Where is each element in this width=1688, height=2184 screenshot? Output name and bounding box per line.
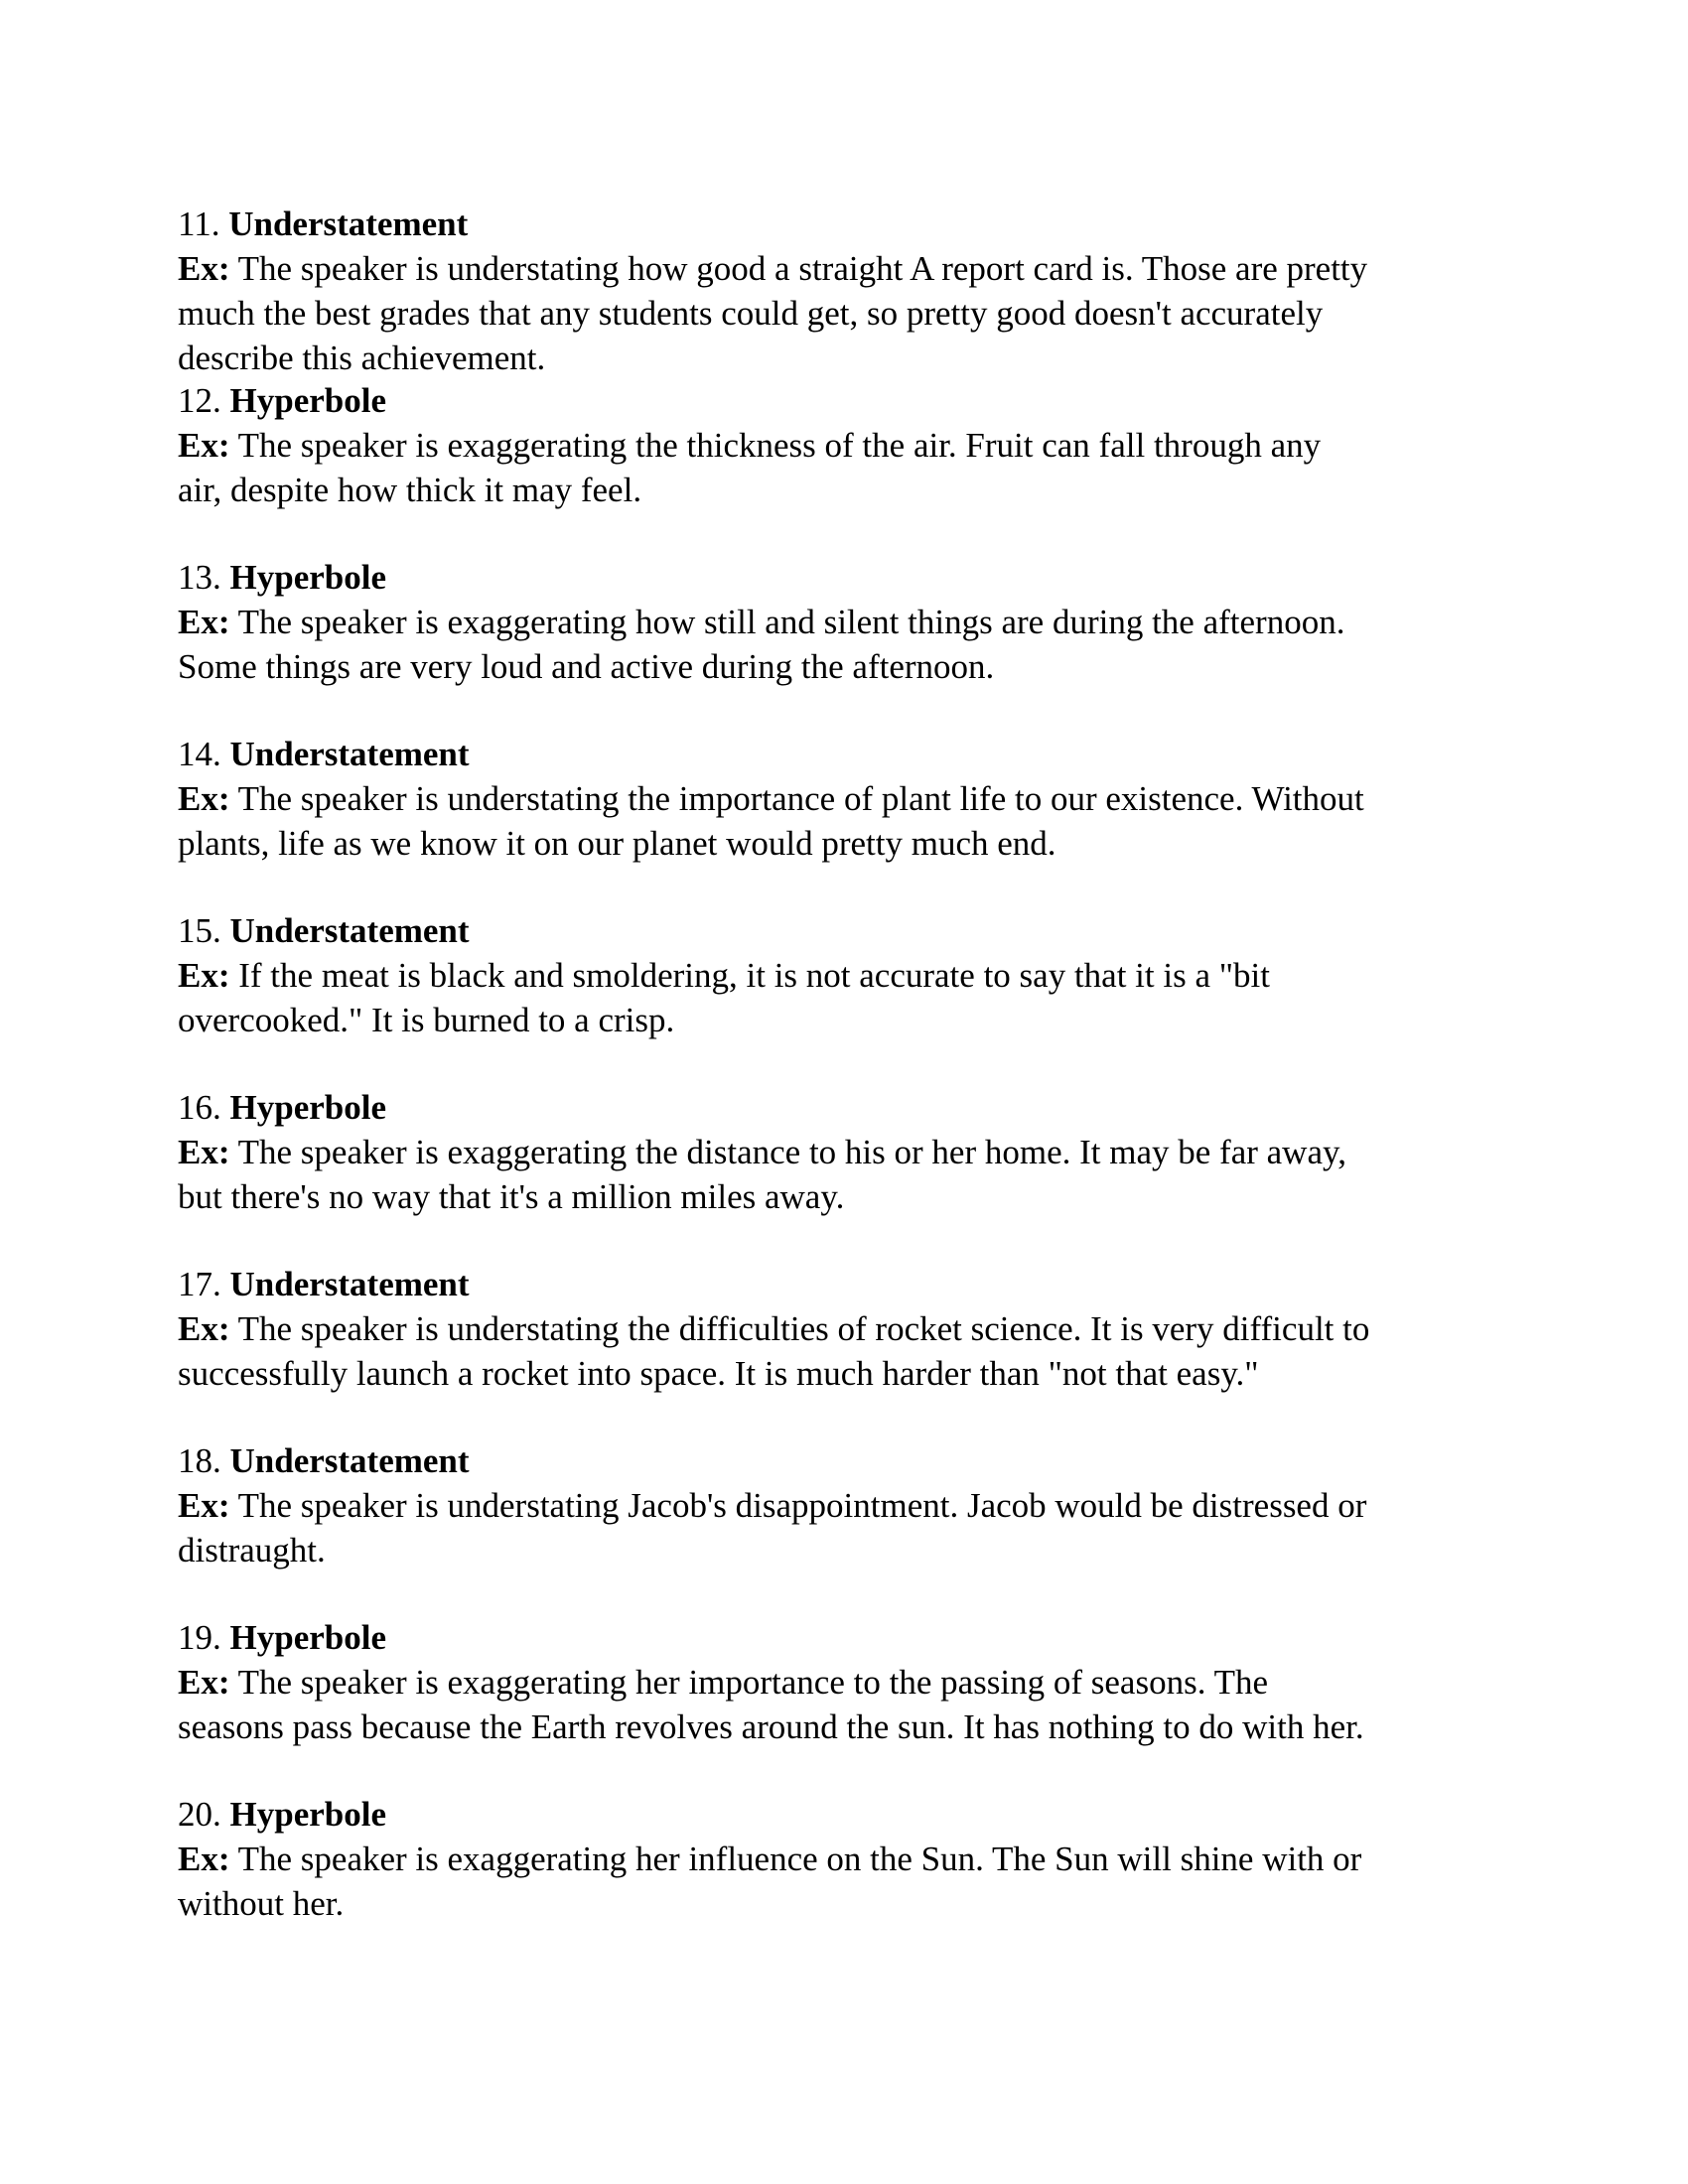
entry-number: 18. [178, 1441, 221, 1480]
explanation-line: plants, life as we know it on our planet would pretty much end. [178, 824, 1056, 863]
entry-number: 15. [178, 911, 221, 950]
entry-explanation [178, 953, 1528, 1042]
explanation-line: overcooked." It is burned to a crisp. [178, 1001, 675, 1039]
explanation-line: successfully launch a rocket into space. It is much harder than "not that easy." [178, 1354, 1259, 1393]
entry-term: Hyperbole [229, 1618, 386, 1657]
entry-explanation [178, 1660, 1528, 1749]
ex-label: Ex: [178, 1133, 230, 1171]
entry-heading [178, 909, 1528, 953]
entry-term: Hyperbole [229, 381, 386, 420]
entry-heading [178, 1086, 1528, 1130]
entry-heading [178, 733, 1528, 776]
entry-heading [178, 556, 1528, 600]
entry-term: Hyperbole [229, 558, 386, 597]
explanation-line: The speaker is understating the difficulties of rocket science. It is very difficult to [237, 1309, 1370, 1348]
entry-number: 11. [178, 205, 220, 243]
entry-term: Understatement [229, 911, 470, 950]
answer-entry-11 [178, 203, 1528, 379]
ex-label: Ex: [178, 249, 230, 288]
entry-explanation [178, 776, 1528, 866]
explanation-line: air, despite how thick it may feel. [178, 471, 642, 509]
explanation-line: If the meat is black and smoldering, it is not accurate to say that it is a "bit [238, 956, 1270, 995]
explanation-line: distraught. [178, 1531, 326, 1570]
answer-entry-12 [178, 379, 1528, 556]
entry-explanation [178, 423, 1528, 512]
entry-heading [178, 1263, 1528, 1306]
entry-heading [178, 203, 1528, 246]
ex-label: Ex: [178, 426, 230, 465]
entry-number: 17. [178, 1265, 221, 1303]
entry-number: 12. [178, 381, 221, 420]
ex-label: Ex: [178, 779, 230, 818]
explanation-line: The speaker is exaggerating the thickness of the air. Fruit can fall through any [237, 426, 1322, 465]
answer-entry-17 [178, 1263, 1528, 1439]
entry-heading [178, 1616, 1528, 1660]
entry-number: 16. [178, 1088, 221, 1127]
ex-label: Ex: [178, 603, 230, 641]
explanation-line: The speaker is exaggerating her influence on the Sun. The Sun will shine with or [237, 1840, 1362, 1878]
entry-heading [178, 1439, 1528, 1483]
entry-term: Understatement [229, 735, 470, 773]
explanation-line: The speaker is understating how good a straight A report card is. Those are pretty [237, 249, 1368, 288]
explanation-line: without her. [178, 1884, 345, 1923]
explanation-line: describe this achievement. [178, 339, 546, 377]
explanation-line: Some things are very loud and active during the afternoon. [178, 647, 995, 686]
entry-term: Understatement [229, 1265, 470, 1303]
answer-entry-20 [178, 1793, 1528, 1970]
answer-entry-18 [178, 1439, 1528, 1616]
entry-explanation [178, 246, 1528, 380]
entry-number: 13. [178, 558, 221, 597]
entry-heading [178, 1793, 1528, 1837]
entry-explanation [178, 1306, 1528, 1396]
explanation-line: The speaker is exaggerating the distance to his or her home. It may be far away, [237, 1133, 1346, 1171]
answer-entry-15 [178, 909, 1528, 1086]
ex-label: Ex: [178, 1309, 230, 1348]
ex-label: Ex: [178, 1486, 230, 1525]
entry-explanation [178, 1483, 1528, 1572]
entry-number: 20. [178, 1795, 221, 1834]
explanation-line: The speaker is exaggerating her importance to the passing of seasons. The [237, 1663, 1268, 1702]
explanation-line: The speaker is understating the importance of plant life to our existence. Without [237, 779, 1364, 818]
ex-label: Ex: [178, 1663, 230, 1702]
entry-explanation [178, 1130, 1528, 1219]
explanation-line: seasons pass because the Earth revolves around the sun. It has nothing to do with her. [178, 1707, 1364, 1746]
answer-entry-14 [178, 733, 1528, 909]
explanation-line: The speaker is exaggerating how still and silent things are during the afternoon. [237, 603, 1345, 641]
entry-explanation [178, 1837, 1528, 1926]
entry-term: Hyperbole [229, 1795, 386, 1834]
entry-term: Understatement [229, 1441, 470, 1480]
explanation-line: The speaker is understating Jacob's disappointment. Jacob would be distressed or [237, 1486, 1367, 1525]
answer-entry-16 [178, 1086, 1528, 1263]
answer-entry-19 [178, 1616, 1528, 1793]
entry-term: Hyperbole [229, 1088, 386, 1127]
entry-number: 14. [178, 735, 221, 773]
answer-key-list [178, 203, 1528, 1970]
entry-term: Understatement [228, 205, 469, 243]
ex-label: Ex: [178, 956, 230, 995]
entry-heading [178, 379, 1528, 423]
answer-entry-13 [178, 556, 1528, 733]
explanation-line: much the best grades that any students could get, so pretty good doesn't accurately [178, 294, 1324, 333]
entry-explanation [178, 600, 1528, 689]
explanation-line: but there's no way that it's a million miles away. [178, 1177, 845, 1216]
ex-label: Ex: [178, 1840, 230, 1878]
entry-number: 19. [178, 1618, 221, 1657]
